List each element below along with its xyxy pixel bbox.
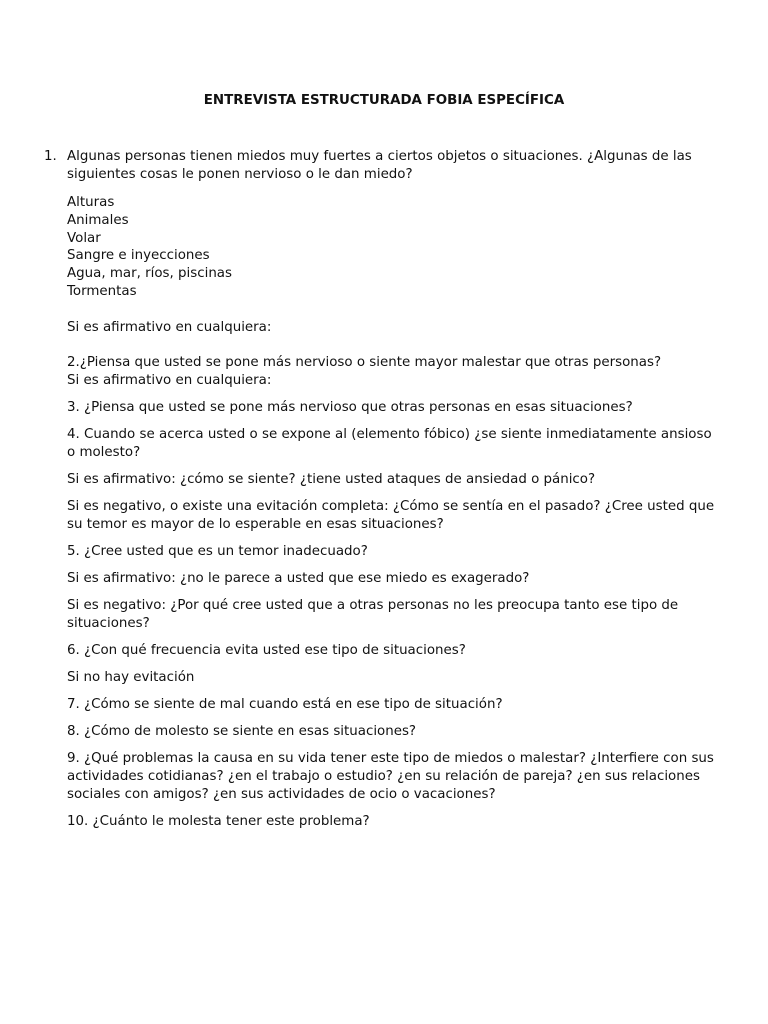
list-item: Agua, mar, ríos, piscinas	[67, 266, 232, 282]
list-item: Tormentas	[67, 283, 137, 299]
question-1-text: Algunas personas tienen miedos muy fuertes a ciertos objetos o situaciones. ¿Algunas de las siguientes cosas le ponen nervioso o le dan miedo?	[67, 149, 692, 182]
conditional-if-yes-any-2: Si es afirmativo en cualquiera:	[67, 372, 272, 388]
question-5-if-yes: Si es afirmativo: ¿no le parece a usted que ese miedo es exagerado?	[67, 570, 530, 586]
document-title: ENTREVISTA ESTRUCTURADA FOBIA ESPECÍFICA	[203, 93, 565, 108]
question-6-no-avoidance: Si no hay evitación	[67, 669, 195, 685]
fear-items-list	[67, 194, 717, 301]
list-item: Alturas	[67, 195, 115, 210]
question-6: 6. ¿Con qué frecuencia evita usted ese tipo de situaciones?	[67, 642, 466, 658]
question-2: 2.¿Piensa que usted se pone más nervioso o siente mayor malestar que otras personas?	[67, 354, 662, 370]
question-4-if-no: Si es negativo, o existe una evitación completa: ¿Cómo se sentía en el pasado? ¿Cree usted que su temor es mayor de lo esperable en esas situaciones?	[67, 498, 715, 532]
list-item: Animales	[67, 212, 129, 228]
conditional-if-yes-any: Si es afirmativo en cualquiera:	[67, 319, 272, 335]
question-3: 3. ¿Piensa que usted se pone más nervioso que otras personas en esas situaciones?	[67, 399, 633, 415]
list-item: Sangre e inyecciones	[67, 248, 210, 264]
document-body	[67, 148, 717, 831]
question-10: 10. ¿Cuánto le molesta tener este problema?	[67, 813, 370, 829]
question-9: 9. ¿Qué problemas la causa en su vida tener este tipo de miedos o malestar? ¿Interfiere con sus actividades cotidianas? ¿en el trabajo o estudio? ¿en su relación de pareja? ¿en sus relaciones sociales con amigos? ¿en sus actividades de ocio o vacaciones?	[67, 750, 714, 802]
question-7: 7. ¿Cómo se siente de mal cuando está en ese tipo de situación?	[67, 696, 503, 712]
question-4-if-yes: Si es afirmativo: ¿cómo se siente? ¿tiene usted ataques de ansiedad o pánico?	[67, 471, 596, 487]
question-1-number: 1.	[44, 149, 57, 164]
list-item: Volar	[67, 230, 101, 246]
question-5: 5. ¿Cree usted que es un temor inadecuado?	[67, 543, 368, 559]
question-8: 8. ¿Cómo de molesto se siente en esas situaciones?	[67, 723, 417, 739]
question-4: 4. Cuando se acerca usted o se expone al (elemento fóbico) ¿se siente inmediatamente ansioso o molesto?	[67, 426, 712, 460]
question-5-if-no: Si es negativo: ¿Por qué cree usted que a otras personas no les preocupa tanto ese tipo de situaciones?	[67, 597, 679, 631]
